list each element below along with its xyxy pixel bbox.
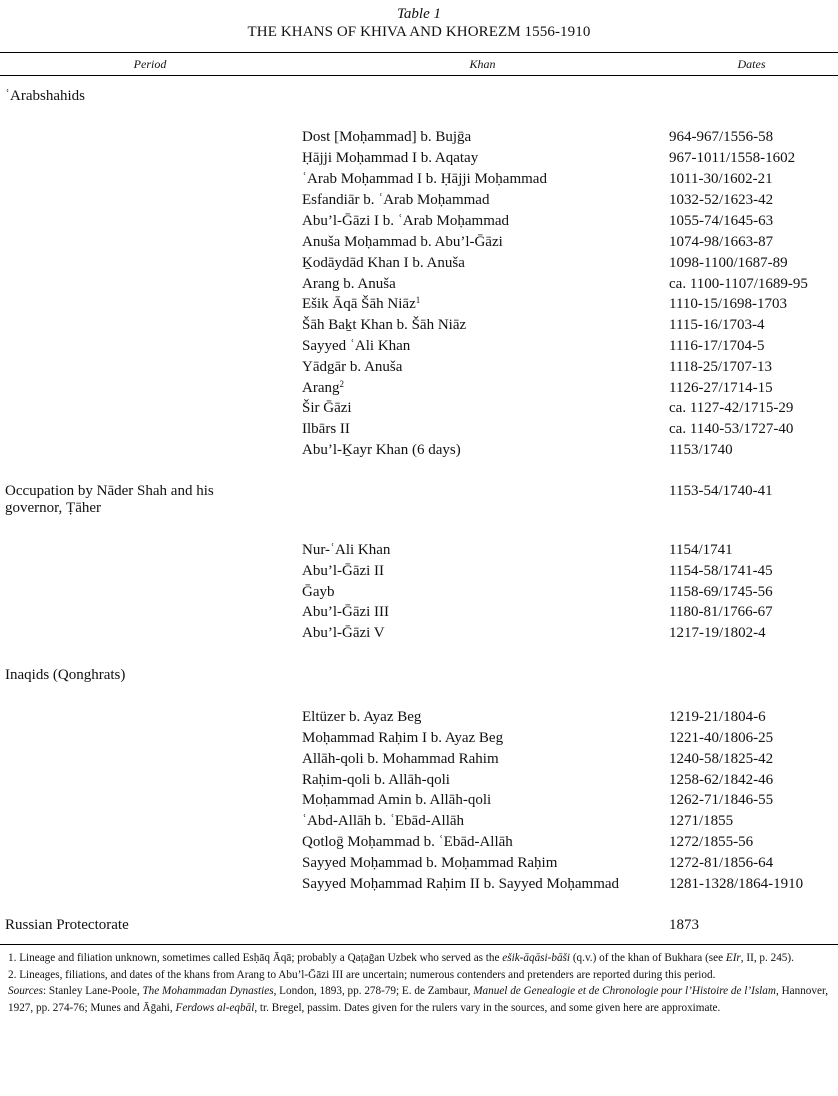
khan-name: Moḥammad Raḥim I b. Ayaz Beg	[302, 730, 504, 746]
footnote-ref: 1	[415, 295, 421, 305]
table-caption	[0, 6, 838, 42]
reign-dates: 1272/1855-56	[669, 834, 754, 850]
reign-dates: ca. 1127-42/1715-29	[669, 400, 794, 416]
khan-name: Ḵodāydād Khan I b. Anuša	[302, 255, 465, 271]
khan-name: Moḥammad Amin b. Allāh-qoli	[302, 792, 492, 808]
khan-name: Ilbārs II	[302, 421, 350, 437]
sources-note: Sources: Stanley Lane-Poole, The Mohammadan Dynasties, London, 1893, pp. 278-79; E. de Zambaur, Manuel de Genealogie et de Chronologie pour l’Histoire de l’Islam, Hannover, 1927, pp. 274-76; Munes and Āḡahi, Ferdows al-eqbāl, tr. Bregel, passim. Dates given for the rulers vary in the sources, and some given here are approximate.	[8, 985, 829, 1014]
period-label: Inaqids (Qonghrats)	[5, 667, 126, 683]
khan-name: Nur-ʿAli Khan	[302, 542, 391, 558]
period-dates: 1153-54/1740-41	[669, 483, 773, 499]
reign-dates: 1074-98/1663-87	[669, 234, 774, 250]
period-label: Russian Protectorate	[5, 917, 129, 933]
top-rule	[0, 52, 838, 53]
reign-dates: 1115-16/1703-4	[669, 317, 765, 333]
reign-dates: ca. 1100-1107/1689-95	[669, 276, 808, 292]
reign-dates: 1217-19/1802-4	[669, 625, 766, 641]
reign-dates: ca. 1140-53/1727-40	[669, 421, 794, 437]
khan-name: Eltüzer b. Ayaz Beg	[302, 709, 422, 725]
reign-dates: 1116-17/1704-5	[669, 338, 765, 354]
reign-dates: 1110-15/1698-1703	[669, 296, 788, 312]
reign-dates: 967-1011/1558-1602	[669, 150, 796, 166]
reign-dates: 1032-52/1623-42	[669, 192, 774, 208]
header-dates: Dates	[737, 57, 766, 71]
khan-name: Abu’l-Ḡāzi III	[302, 604, 390, 620]
khan-name: Arang b. Anuša	[302, 276, 396, 292]
khan-name: Ḥājji Moḥammad I b. Aqatay	[302, 150, 479, 166]
reign-dates: 1240-58/1825-42	[669, 751, 774, 767]
reign-dates: 1221-40/1806-25	[669, 730, 774, 746]
header-khan: Khan	[469, 57, 496, 71]
khan-name: ʿAbd-Allāh b. ʿEbād-Allāh	[302, 813, 465, 829]
reign-dates: 1118-25/1707-13	[669, 359, 773, 375]
khan-name: Ḡayb	[302, 584, 335, 600]
reign-dates: 1272-81/1856-64	[669, 855, 774, 871]
footnote-ref: 2	[339, 379, 344, 389]
table-label: Table 1	[396, 6, 442, 22]
reign-dates: 1153/1740	[669, 442, 733, 458]
khan-name: Šāh Baḵt Khan b. Šāh Niāz	[302, 317, 467, 333]
khan-name: Sayyed Moḥammad b. Moḥammad Raḥim	[302, 855, 558, 871]
reign-dates: 1098-1100/1687-89	[669, 255, 788, 271]
table-notes	[8, 950, 832, 1016]
khan-name: Abu’l-Ḡāzi V	[302, 625, 385, 641]
khan-name: Allāh-qoli b. Mohammad Rahim	[302, 751, 499, 767]
reign-dates: 1158-69/1745-56	[669, 584, 773, 600]
reign-dates: 1154-58/1741-45	[669, 563, 773, 579]
reign-dates: 1262-71/1846-55	[669, 792, 774, 808]
reign-dates: 1126-27/1714-15	[669, 380, 773, 396]
period-label: ʿArabshahids	[5, 88, 85, 104]
khan-name: Sayyed Moḥammad Raḥim II b. Sayyed Moḥammad	[302, 876, 620, 892]
khan-name: Yādgār b. Anuša	[302, 359, 403, 375]
khan-name: Qotloḡ Moḥammad b. ʿEbād-Allāh	[302, 834, 513, 850]
khan-name: Abu’l-Ḡāzi II	[302, 563, 385, 579]
header-rule	[0, 75, 838, 76]
footnote-1: 1. Lineage and filiation unknown, sometimes called Esḥāq Āqā; probably a Qaṭaḡan Uzbek who served as the ešik-āqāsi-bāši (q.v.) of the khan of Bukhara (see EIr, II, p. 245).	[8, 952, 794, 964]
reign-dates: 964-967/1556-58	[669, 129, 774, 145]
khan-name: Esfandiār b. ʿArab Moḥammad	[302, 192, 490, 208]
reign-dates: 1011-30/1602-21	[669, 171, 773, 187]
reign-dates: 1271/1855	[669, 813, 734, 829]
khan-name: ʿArab Moḥammad I b. Ḥājji Moḥammad	[302, 171, 547, 187]
khan-name: Ešik Āqā Šāh Niāz$^1$	[302, 295, 421, 312]
khan-name: Abu’l-Ḡāzi I b. ʿArab Moḥammad	[302, 213, 510, 229]
table-title: THE KHANS OF KHIVA AND KHOREZM 1556-1910	[247, 24, 591, 40]
khan-name: Abu’l-Ḵayr Khan (6 days)	[302, 442, 461, 458]
reign-dates: 1180-81/1766-67	[669, 604, 773, 620]
header-period: Period	[133, 57, 167, 71]
khan-name: Anuša Moḥammad b. Abu’l-Ḡāzi	[302, 234, 503, 250]
notes-rule	[0, 944, 838, 945]
khan-name: Šir Ḡāzi	[302, 400, 352, 416]
khan-name: Sayyed ʿAli Khan	[302, 338, 411, 354]
reign-dates: 1258-62/1842-46	[669, 772, 774, 788]
period-dates: 1873	[669, 917, 699, 933]
khan-name: Dost [Moḥammad] b. Bujḡa	[302, 129, 472, 145]
reign-dates: 1219-21/1804-6	[669, 709, 766, 725]
khan-name: Arang$^2$	[302, 379, 344, 396]
reign-dates: 1055-74/1645-63	[669, 213, 774, 229]
reign-dates: 1281-1328/1864-1910	[669, 876, 804, 892]
khan-name: Raḥim-qoli b. Allāh-qoli	[302, 772, 450, 788]
reign-dates: 1154/1741	[669, 542, 733, 558]
period-label: Occupation by Nāder Shah and his governor, Ṭāher	[5, 483, 214, 516]
footnote-2: 2. Lineages, filiations, and dates of the khans from Arang to Abu’l-Ḡāzi III are uncertain; numerous contenders and pretenders are reported during this period.	[8, 968, 716, 981]
